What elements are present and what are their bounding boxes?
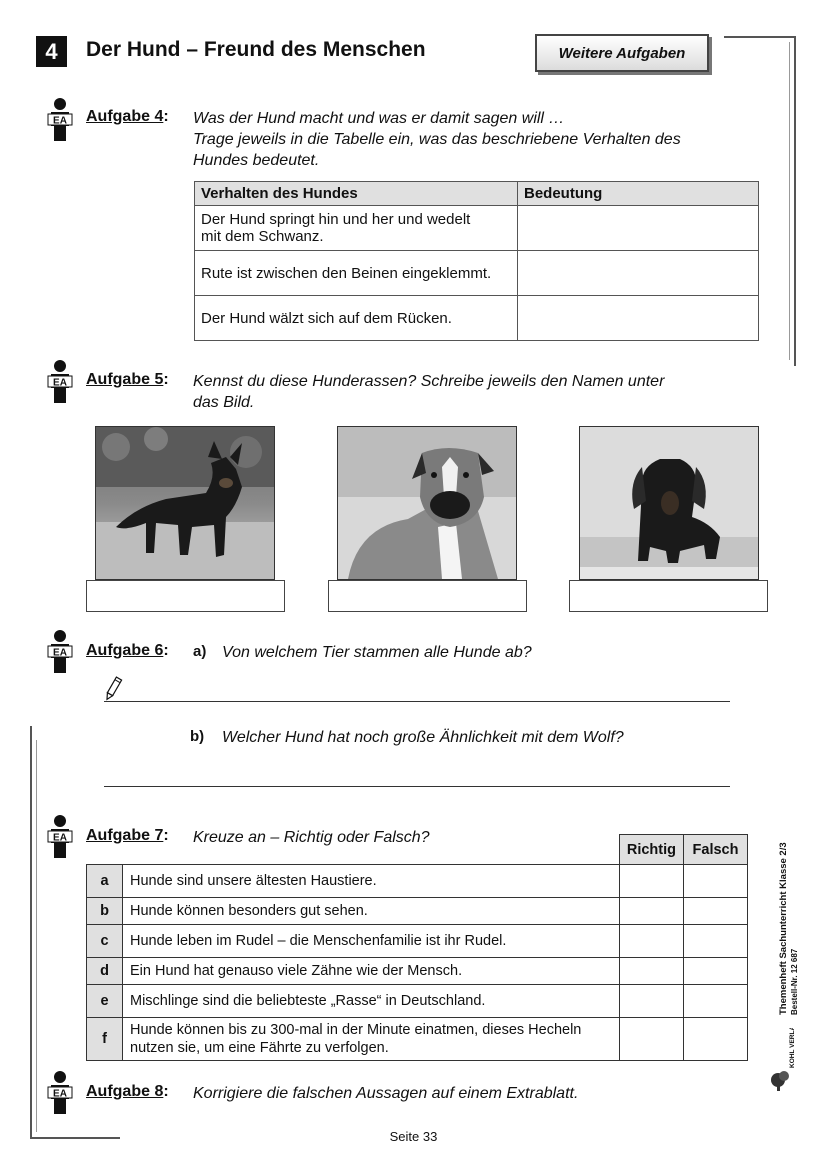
- row-letter: e: [87, 985, 123, 1018]
- falsch-checkbox[interactable]: [684, 985, 748, 1018]
- person-ea-icon: [47, 630, 73, 674]
- sidebar-publication-info: [770, 835, 810, 1020]
- falsch-checkbox[interactable]: [684, 958, 748, 985]
- falsch-checkbox[interactable]: [684, 898, 748, 925]
- sidebar-line-2: Bestell-Nr. 12 687: [790, 948, 799, 1015]
- task-6-label: Aufgabe 6:: [86, 642, 169, 659]
- row-letter: a: [87, 865, 123, 898]
- task-6-a-letter: a): [193, 643, 207, 660]
- task-5-label: Aufgabe 5:: [86, 371, 169, 388]
- frame-line-right-inner: [789, 42, 790, 360]
- page-number: Seite 33: [389, 1129, 438, 1144]
- task-4-line-3: Hundes bedeutet.: [193, 152, 320, 169]
- richtig-column-header: Richtig: [619, 835, 683, 865]
- task-5-instruction: [193, 371, 664, 413]
- statement-cell: Hunde können bis zu 300-mal in der Minute einatmen, dieses Hecheln nutzen sie, um eine Fährte zu verfolgen.: [123, 1018, 620, 1061]
- svg-text:EA: EA: [53, 647, 67, 659]
- task-5-line-2: das Bild.: [193, 394, 255, 411]
- table-row: [87, 898, 748, 925]
- pencil-icon: [103, 676, 123, 707]
- person-ea-icon: [47, 1071, 73, 1115]
- statement-cell: Hunde können besonders gut sehen.: [123, 898, 620, 925]
- task-6-b-letter: b): [190, 728, 205, 745]
- table-row: [87, 1018, 748, 1061]
- task-6-b-question: Welcher Hund hat noch große Ähnlichkeit mit dem Wolf?: [222, 729, 624, 746]
- richtig-checkbox[interactable]: [619, 985, 683, 1018]
- frame-line-left: [30, 726, 32, 1138]
- dog-photo-boxer: [337, 426, 517, 580]
- task-7-label: Aufgabe 7:: [86, 827, 169, 844]
- sidebar-line-1: Themenheft Sachunterricht Klasse 2/3: [778, 842, 789, 1015]
- falsch-column-header: Falsch: [684, 835, 748, 865]
- behavior-cell: Der Hund springt hin und her und wedelt mit dem Schwanz.: [195, 206, 518, 251]
- meaning-answer-cell[interactable]: [518, 251, 759, 296]
- task-5-line-1: Kennst du diese Hunderassen? Schreibe jeweils den Namen unter: [193, 373, 665, 390]
- breed-name-field-1[interactable]: [86, 580, 285, 612]
- person-ea-icon: [47, 360, 73, 404]
- row-letter: c: [87, 925, 123, 958]
- task-6-a-question: Von welchem Tier stammen alle Hunde ab?: [222, 644, 532, 661]
- behavior-cell: Der Hund wälzt sich auf dem Rücken.: [195, 296, 518, 341]
- svg-text:EA: EA: [53, 377, 67, 389]
- behavior-table: [194, 181, 759, 341]
- statement-cell: Hunde leben im Rudel – die Menschenfamilie ist ihr Rudel.: [123, 925, 620, 958]
- more-tasks-button[interactable]: Weitere Aufgaben: [535, 34, 709, 72]
- svg-text:EA: EA: [53, 115, 67, 127]
- svg-text:EA: EA: [53, 1088, 67, 1100]
- table-row: [195, 206, 759, 251]
- task-4-line-2: Trage jeweils in die Tabelle ein, was das beschriebene Verhalten des: [193, 131, 681, 148]
- breed-name-field-3[interactable]: [569, 580, 768, 612]
- task-8-instruction: Korrigiere die falschen Aussagen auf einem Extrablatt.: [193, 1085, 579, 1102]
- behavior-column-header: Verhalten des Hundes: [195, 182, 518, 206]
- row-letter: f: [87, 1018, 123, 1061]
- publisher-logo: [768, 1028, 808, 1098]
- task-4-label: Aufgabe 4:: [86, 108, 169, 125]
- table-row: [87, 958, 748, 985]
- answer-line-6b[interactable]: [104, 786, 730, 787]
- row-letter: d: [87, 958, 123, 985]
- statement-cell: Hunde sind unsere ältesten Haustiere.: [123, 865, 620, 898]
- person-ea-icon: [47, 815, 73, 859]
- richtig-checkbox[interactable]: [619, 898, 683, 925]
- row-letter: b: [87, 898, 123, 925]
- falsch-checkbox[interactable]: [684, 925, 748, 958]
- table-row: [195, 296, 759, 341]
- publisher-logo-text: KOHL VERLAG: [789, 1028, 796, 1068]
- frame-line-right: [794, 36, 796, 366]
- chapter-number: 4: [36, 36, 67, 67]
- table-row: [195, 251, 759, 296]
- breed-name-field-2[interactable]: [328, 580, 527, 612]
- svg-text:EA: EA: [53, 832, 67, 844]
- task-4-line-1: Was der Hund macht und was er damit sagen will …: [193, 110, 565, 127]
- page-title: Der Hund – Freund des Menschen: [86, 38, 426, 61]
- statement-cell: Mischlinge sind die beliebteste „Rasse“ in Deutschland.: [123, 985, 620, 1018]
- meaning-answer-cell[interactable]: [518, 206, 759, 251]
- falsch-checkbox[interactable]: [684, 1018, 748, 1061]
- dog-photo-shepherd-puppy: [95, 426, 275, 580]
- dog-photo-dachshund: [579, 426, 759, 580]
- meaning-answer-cell[interactable]: [518, 296, 759, 341]
- richtig-checkbox[interactable]: [619, 925, 683, 958]
- task-8-label: Aufgabe 8:: [86, 1083, 169, 1100]
- answer-line-6a[interactable]: [104, 701, 730, 702]
- task-7-question: Kreuze an – Richtig oder Falsch?: [193, 829, 430, 846]
- task-4-instruction: [193, 108, 681, 171]
- table-row: [87, 925, 748, 958]
- behavior-cell: Rute ist zwischen den Beinen eingeklemmt.: [195, 251, 518, 296]
- statement-cell: Ein Hund hat genauso viele Zähne wie der Mensch.: [123, 958, 620, 985]
- frame-line-top-right: [724, 36, 796, 38]
- meaning-column-header: Bedeutung: [518, 182, 759, 206]
- richtig-checkbox[interactable]: [619, 958, 683, 985]
- richtig-checkbox[interactable]: [619, 865, 683, 898]
- table-row: [87, 865, 748, 898]
- richtig-checkbox[interactable]: [619, 1018, 683, 1061]
- person-ea-icon: [47, 98, 73, 142]
- true-false-table: [86, 834, 748, 1061]
- falsch-checkbox[interactable]: [684, 865, 748, 898]
- frame-line-left-inner: [36, 740, 37, 1132]
- table-row: [87, 985, 748, 1018]
